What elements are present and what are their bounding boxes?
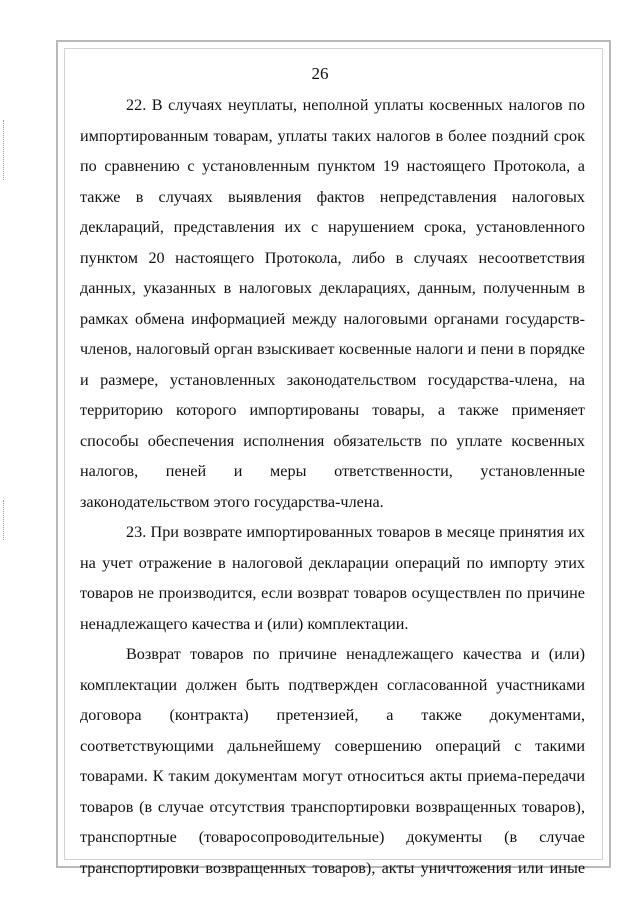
paragraph-23-line: товаров не производится, если возврат товаров осуществлен по причине (80, 584, 585, 602)
paragraph-22-line: также в случаях выявления фактов непредставления налоговых (80, 188, 585, 206)
paragraph-22-line: данных, указанных в налоговых декларациях, данным, полученным в (80, 279, 585, 297)
paragraph-22-line: и размере, установленных законодательством государства-члена, на (80, 371, 585, 389)
paragraph-return-line: соответствующими дальнейшему совершению операций с такими (80, 737, 585, 755)
paragraph-23-line: на учет отражение в налоговой декларации операций по импорту этих (80, 554, 585, 572)
paragraph-return-line: товаров (в случае отсутствия транспортировки возвращенных товаров), (80, 798, 585, 816)
paragraph-return-line: товарами. К таким документам могут относиться акты приема-передачи (80, 767, 585, 785)
paragraph-22-line: импортированным товарам, уплаты таких налогов в более поздний срок (80, 127, 585, 145)
paragraph-23-line: 23. При возврате импортированных товаров в месяце принятия их (126, 523, 585, 541)
paragraph-return-line: транспортировки возвращенных товаров), акты уничтожения или иные (80, 859, 585, 877)
paragraph-return-line: Возврат товаров по причине ненадлежащего качества и (или) (126, 645, 585, 663)
paragraph-22-line: территорию которого импортированы товары, а также применяет (80, 401, 585, 419)
paragraph-22-line: налогов, пеней и меры ответственности, установленные (80, 462, 585, 480)
paragraph-23-line: ненадлежащего качества и (или) комплектации. (80, 615, 409, 633)
scan-edge-mark (3, 120, 8, 180)
paragraph-22-line: членов, налоговый орган взыскивает косвенные налоги и пени в порядке (80, 340, 585, 358)
paragraph-22-line: способы обеспечения исполнения обязательств по уплате косвенных (80, 432, 585, 450)
page-number: 26 (311, 64, 329, 83)
paragraph-22-line: деклараций, представления их с нарушением срока, установленного (80, 218, 585, 236)
paragraph-22-line: законодательством этого государства-члена. (80, 493, 384, 511)
scan-edge-mark (3, 500, 8, 540)
paragraph-22-line: рамках обмена информацией между налоговыми органами государств- (80, 310, 585, 328)
paragraph-22-line: 22. В случаях неуплаты, неполной уплаты косвенных налогов по (126, 96, 585, 114)
paragraph-22-line: по сравнению с установленным пунктом 19 настоящего Протокола, а (80, 157, 585, 175)
paragraph-return-line: договора (контракта) претензией, а также документами, (80, 706, 585, 724)
paragraph-return-line: транспортные (товаросопроводительные) документы (в случае (80, 828, 585, 846)
paragraph-return-line: комплектации должен быть подтвержден согласованной участниками (80, 676, 585, 694)
paragraph-22-line: пунктом 20 настоящего Протокола, либо в случаях несоответствия (80, 249, 585, 267)
